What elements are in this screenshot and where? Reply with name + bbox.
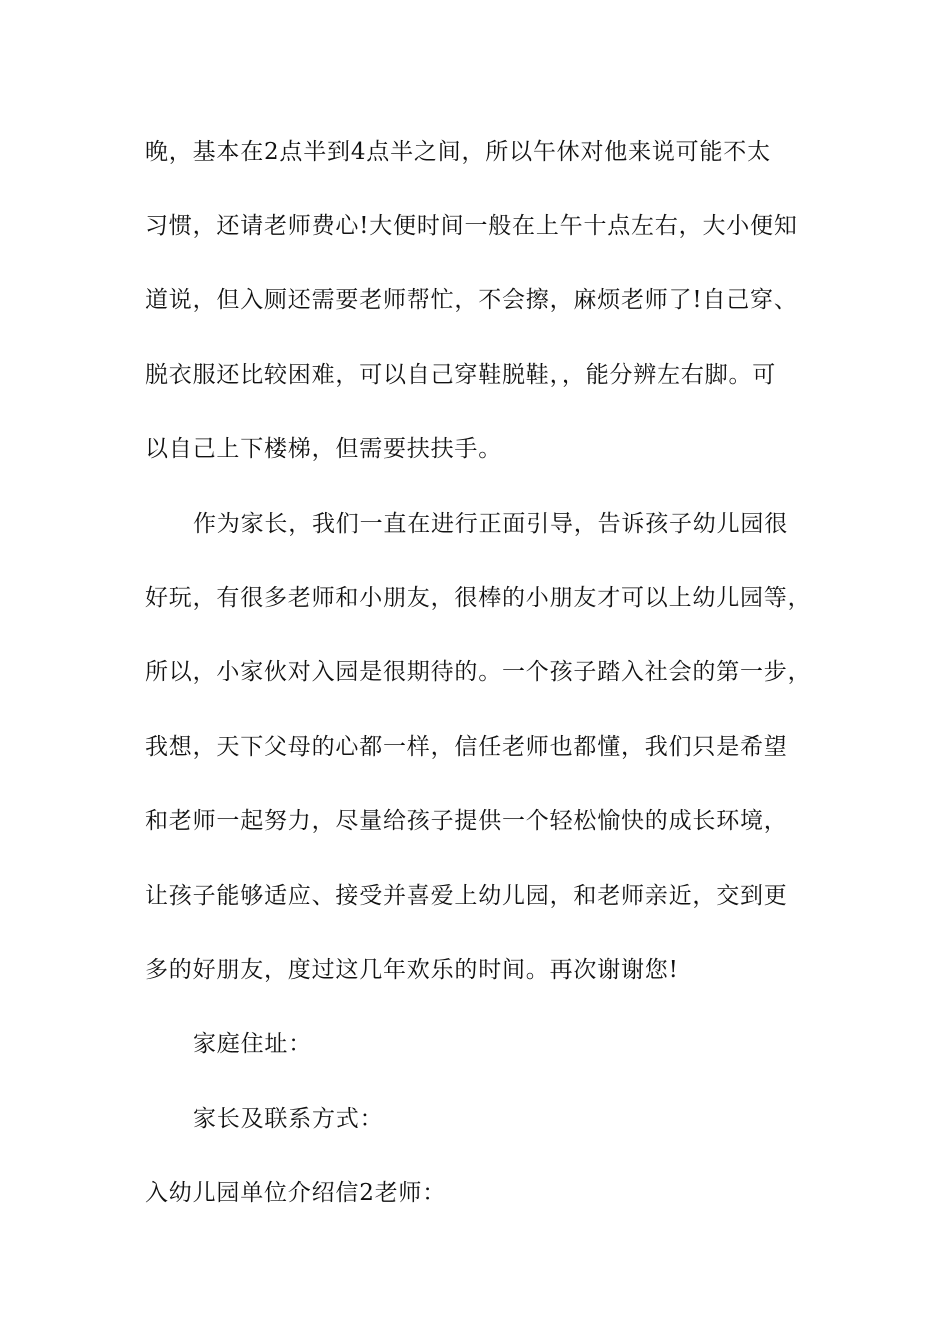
text-line-content: 道说，但入厕还需要老师帮忙，不会擦，麻烦老师了!自己穿、	[145, 287, 798, 313]
text-line	[0, 727, 950, 767]
text-line-content: 作为家长，我们一直在进行正面引导，告诉孩子幼儿园很	[193, 511, 788, 537]
text-line-content: 以自己上下楼梯，但需要扶扶手。	[145, 436, 502, 462]
text-line-content: 入幼儿园单位介绍信2老师：	[145, 1180, 447, 1206]
text-line-content: 我想，天下父母的心都一样，信任老师也都懂，我们只是希望	[145, 734, 788, 760]
text-line	[0, 429, 950, 469]
letter-heading	[0, 1173, 950, 1213]
text-line	[0, 578, 950, 618]
text-line-content: 家庭住址：	[193, 1031, 312, 1057]
parent-contact-label	[0, 1099, 950, 1139]
text-line	[0, 876, 950, 916]
text-line-content: 好玩，有很多老师和小朋友，很棒的小朋友才可以上幼儿园等，	[145, 585, 812, 611]
text-line-content: 所以，小家伙对入园是很期待的。一个孩子踏入社会的第一步，	[145, 659, 812, 685]
text-line-content: 让孩子能够适应、接受并喜爱上幼儿园，和老师亲近，交到更	[145, 883, 788, 909]
text-line-content: 脱衣服还比较困难，可以自己穿鞋脱鞋，，能分辨左右脚。可	[145, 362, 777, 388]
text-line	[0, 355, 950, 395]
text-line-content: 家长及联系方式：	[193, 1106, 384, 1132]
text-line-content: 和老师一起努力，尽量给孩子提供一个轻松愉快的成长环境，	[145, 808, 788, 834]
paragraph-first-line	[0, 504, 950, 544]
text-line-content: 习惯，还请老师费心!大便时间一般在上午十点左右，大小便知	[145, 213, 798, 239]
text-line	[0, 950, 950, 990]
text-line	[0, 132, 950, 172]
text-line	[0, 801, 950, 841]
text-line	[0, 652, 950, 692]
text-line	[0, 206, 950, 246]
text-line-content: 晚，基本在2点半到4点半之间，所以午休对他来说可能不太	[145, 139, 771, 165]
home-address-label	[0, 1024, 950, 1064]
text-line-content: 多的好朋友，度过这几年欢乐的时间。再次谢谢您!	[145, 957, 679, 983]
text-line	[0, 280, 950, 320]
